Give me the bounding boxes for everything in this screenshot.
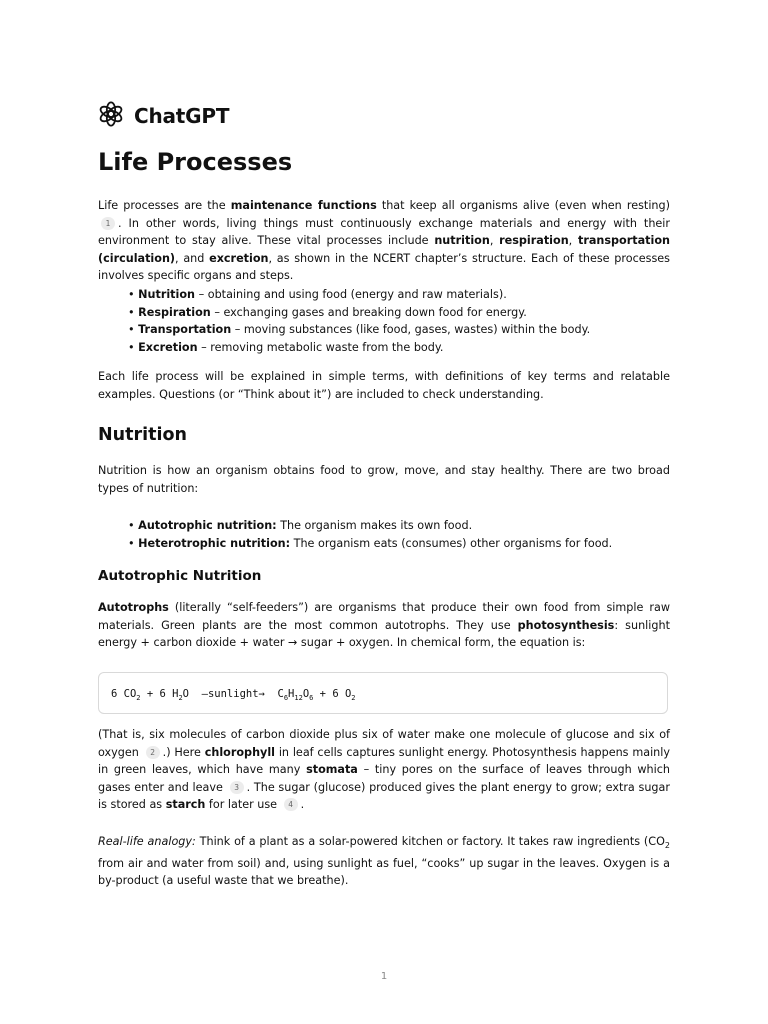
nutrition-intro: Nutrition is how an organism obtains food to grow, move, and stay healthy. There are two broad types of nutrition: — [98, 464, 670, 495]
autotrophs-paragraph: Autotrophs (literally “self-feeders”) are organisms that produce their own food from simple raw materials. Green plants are the most common autotrophs. They use photosynthesis: sunlight energy + carbon dioxide + water → sugar + oxygen. In chemical form, the equation is: — [98, 601, 670, 650]
openai-logo-icon — [98, 101, 124, 131]
citation-badge[interactable]: 1 — [101, 217, 115, 230]
citation-badge[interactable]: 4 — [284, 798, 298, 811]
citation-badge[interactable]: 2 — [146, 746, 160, 759]
brand-name: ChatGPT — [134, 104, 230, 128]
analogy-paragraph: Real-life analogy: Think of a plant as a solar-powered kitchen or factory. It takes raw ingredients ($CO_2$ from air and water from soil) and, using sunlight as fuel, “cooks” up sugar in the leaves. Oxygen is a by-product (a useful waste that we breathe). — [98, 835, 670, 888]
page-title: Life Processes — [98, 148, 293, 176]
citation-badge[interactable]: 3 — [230, 781, 244, 794]
list-item: • Transportation – moving substances (like food, gases, wastes) within the body. — [128, 321, 668, 339]
process-list — [128, 286, 668, 356]
nutrition-heading: Nutrition — [98, 425, 187, 445]
intro-paragraph: Life processes are the maintenance functions that keep all organisms alive (even when resting) 1 . In other words, living things must continuously exchange materials and energy with their environment to stay alive. These vital processes include nutrition, respiration, transportation (circulation), and excretion, as shown in the NCERT chapter’s structure. Each of these processes involves specific organs and steps. — [98, 199, 670, 283]
list-item: • Autotrophic nutrition: The organism makes its own food. — [128, 517, 668, 535]
list-item: • Respiration – exchanging gases and breaking down food for energy. — [128, 304, 668, 322]
equation-code-block[interactable]: 6 $CO_2 + 6$ $H_2O$ —sunlight→ $C_6H_{12}O_6 + 6$ $O_2$ — [98, 672, 668, 714]
list-item: • Heterotrophic nutrition: The organism eats (consumes) other organisms for food. — [128, 535, 668, 553]
summary-paragraph: Each life process will be explained in simple terms, with definitions of key terms and relatable examples. Questions (or “Think about it”) are included to check understanding. — [98, 370, 670, 401]
list-item: • Excretion – removing metabolic waste from the body. — [128, 339, 668, 357]
nutrition-types-list — [128, 517, 668, 552]
page-number: 1 — [380, 971, 388, 982]
brand-header — [98, 101, 229, 131]
photosynthesis-explanation: (That is, six molecules of carbon dioxide plus six of water make one molecule of glucose and six of oxygen 2 .) Here chlorophyll in leaf cells captures sunlight energy. Photosynthesis happens mainly in green leaves, which have many stomata – tiny pores on the surface of leaves through which gases enter and leave 3 . The sugar (glucose) produced gives the plant energy to grow; extra sugar is stored as starch for later use 4 . — [98, 728, 670, 812]
autotrophic-heading: Autotrophic Nutrition — [98, 568, 262, 584]
list-item: • Nutrition – obtaining and using food (energy and raw materials). — [128, 286, 668, 304]
